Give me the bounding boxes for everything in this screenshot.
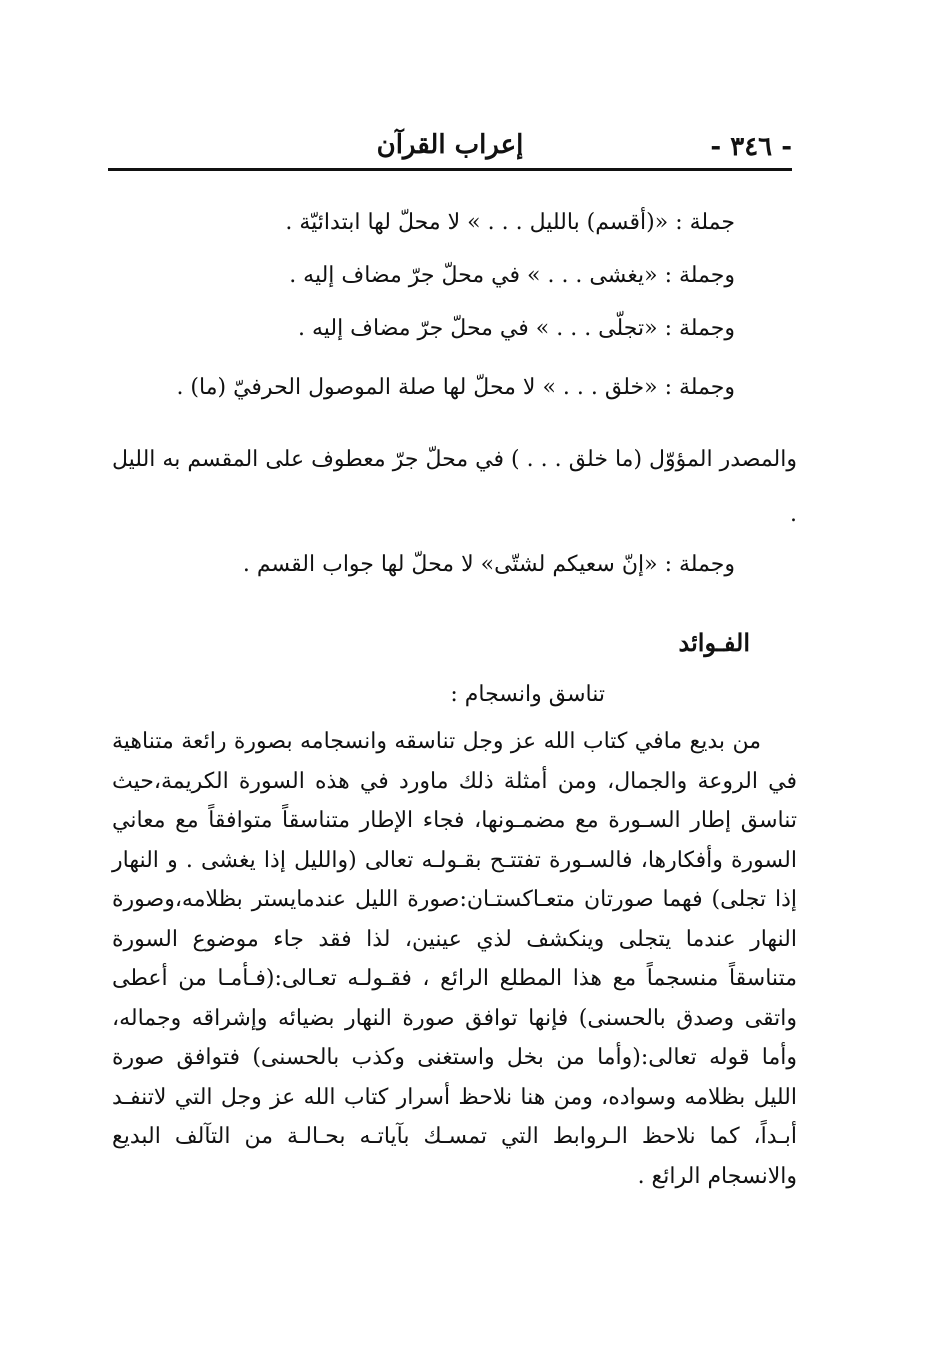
irab-line: جملة : «(أقسم) بالليل . . . » لا محلّ لها ابتدائيّة . bbox=[285, 210, 735, 235]
book-title: إعراب القرآن bbox=[376, 130, 524, 160]
irab-line: وجملة : «خلق . . . » لا محلّ لها صلة الموصول الحرفيّ (ما) . bbox=[176, 375, 735, 400]
irab-line: وجملة : «تجلّى . . . » في محلّ جرّ مضاف إليه . bbox=[297, 316, 735, 341]
irab-line: وجملة : «يغشى . . . » في محلّ جرّ مضاف إليه . bbox=[289, 263, 735, 288]
masdar-paragraph: والمصدر المؤوّل (ما خلق . . . ) في محلّ جرّ معطوف على المقسم به الليل . bbox=[112, 447, 797, 527]
page-number: - ٣٤٦ - bbox=[710, 132, 792, 162]
fawaid-heading: الفـوائد bbox=[678, 628, 750, 657]
header-divider bbox=[108, 168, 792, 171]
fawaid-body: من بديع مافي كتاب الله عز وجل تناسقه وانسجامه بصورة رائعة متناهية في الروعة والجمال، ومن أمثلة ذلك ماورد في هذه السورة الكريمة،حيث تناسق إطار السـورة مع مضمـونها، فجاء الإطار متناسقاً متوافقاً مع معاني السورة وأفكارها، فالسـورة تفتتـح بقـولـه تعالى (والليل إذا يغشى . و النهار إذا تجلى) فهما صورتان متعـاكستـان:صورة الليل عندمايستر بظلامه،وصورة النهار عندما يتجلى وينكشف لذي عينين، لذا فقد جاء موضوع السورة متناسقاً منسجماً مع هذا المطلع الرائع ، فقـولـه تعـالى:(فـأمـا من أعطى واتقى وصدق بالحسنى) فإنها توافق صورة النهار بضيائه وإشراقه وجماله، وأما قوله تعالى:(وأما من بخل واستغنى وكذب بالحسنى) فتوافق صورة الليل بظلامه وسواده، ومن هنا نلاحظ أسرار كتاب الله عز وجل التي لاتنفـد أبـداً، كما نلاحظ الـروابط التي تمسـك بآياتـه بحـالـة من التآلف البديع والانسجام الرائع . bbox=[112, 729, 797, 1189]
fawaid-subheading: تناسق وانسجام : bbox=[450, 682, 605, 707]
page-header bbox=[108, 128, 792, 172]
irab-line: وجملة : «إنّ سعيكم لشتّى» لا محلّ لها جواب القسم . bbox=[242, 552, 735, 577]
